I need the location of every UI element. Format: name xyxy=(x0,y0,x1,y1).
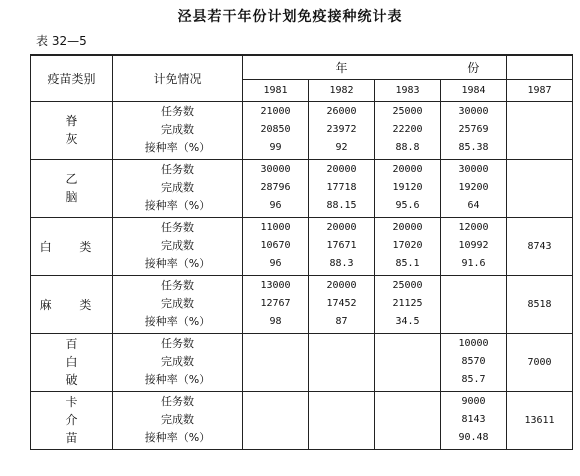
data-value: 28796 xyxy=(260,182,291,193)
indicator-label: 完成数 xyxy=(161,413,194,426)
data-cell xyxy=(375,161,440,215)
data-value: 23972 xyxy=(326,124,357,135)
data-value: 17718 xyxy=(326,182,357,193)
indicator-label: 完成数 xyxy=(161,123,194,136)
data-cell-1987 xyxy=(507,159,573,217)
data-value: 20000 xyxy=(326,280,357,291)
table-row-group xyxy=(31,275,573,333)
data-value: 96 xyxy=(269,200,282,211)
header-year-char: 年 xyxy=(309,55,375,79)
data-value: 20850 xyxy=(260,124,291,135)
data-value: 30000 xyxy=(260,164,291,175)
data-value: 25769 xyxy=(458,124,489,135)
data-value xyxy=(309,429,374,447)
table-caption: 表 32—5 xyxy=(36,34,87,48)
data-value: 9000 xyxy=(461,396,486,407)
data-value: 20000 xyxy=(392,164,423,175)
indicator-label: 接种率（%） xyxy=(144,315,211,328)
data-value xyxy=(243,393,308,411)
indicator-label: 接种率（%） xyxy=(144,431,211,444)
indicator-label: 任务数 xyxy=(161,337,194,350)
data-cell xyxy=(375,335,440,389)
data-cell xyxy=(243,393,308,447)
data-value xyxy=(441,277,506,295)
data-cell xyxy=(243,335,308,389)
data-value: 85.1 xyxy=(395,258,420,269)
indicator-label: 任务数 xyxy=(161,221,194,234)
data-value: 87 xyxy=(335,316,348,327)
data-cell xyxy=(375,219,440,273)
data-cell-1987: 8743 xyxy=(507,217,573,275)
indicator-label: 接种率（%） xyxy=(144,257,211,270)
data-value xyxy=(309,353,374,371)
data-value xyxy=(375,353,440,371)
data-value: 95.6 xyxy=(395,200,420,211)
data-value xyxy=(375,411,440,429)
data-value: 98 xyxy=(269,316,282,327)
data-value: 20000 xyxy=(326,222,357,233)
indicator-label: 接种率（%） xyxy=(144,373,211,386)
data-cell-1987: 7000 xyxy=(507,333,573,391)
data-value: 10000 xyxy=(458,338,489,349)
data-value xyxy=(243,353,308,371)
indicator-list xyxy=(113,103,242,157)
data-value xyxy=(243,411,308,429)
data-value xyxy=(375,429,440,447)
data-value: 20000 xyxy=(326,164,357,175)
immunization-table xyxy=(30,54,573,450)
data-value: 22200 xyxy=(392,124,423,135)
data-value: 64 xyxy=(467,200,480,211)
table-row-group xyxy=(31,159,573,217)
data-value xyxy=(441,313,506,331)
header-blank-3 xyxy=(507,55,573,79)
indicator-label: 任务数 xyxy=(161,105,194,118)
data-value: 12767 xyxy=(260,298,291,309)
data-cell xyxy=(243,161,308,215)
data-value: 21000 xyxy=(260,106,291,117)
data-value xyxy=(243,335,308,353)
data-value: 10670 xyxy=(260,240,291,251)
header-category: 疫苗类别 xyxy=(31,55,113,101)
year-1983: 1983 xyxy=(375,79,441,101)
data-cell xyxy=(309,393,374,447)
data-value: 8570 xyxy=(461,356,486,367)
indicator-label: 完成数 xyxy=(161,355,194,368)
indicator-label: 接种率（%） xyxy=(144,199,211,212)
data-value: 12000 xyxy=(458,222,489,233)
table-row-group xyxy=(31,333,573,391)
data-value: 10992 xyxy=(458,240,489,251)
indicator-list xyxy=(113,161,242,215)
data-value xyxy=(309,335,374,353)
data-value: 96 xyxy=(269,258,282,269)
header-fen-char: 份 xyxy=(441,55,507,79)
data-cell xyxy=(441,103,506,157)
indicator-label: 完成数 xyxy=(161,239,194,252)
data-value xyxy=(309,393,374,411)
data-value: 26000 xyxy=(326,106,357,117)
data-cell xyxy=(309,335,374,389)
indicator-list xyxy=(113,219,242,273)
data-value: 88.15 xyxy=(326,200,357,211)
data-cell xyxy=(309,103,374,157)
data-value: 91.6 xyxy=(461,258,486,269)
data-value: 21125 xyxy=(392,298,423,309)
data-cell xyxy=(441,277,506,331)
data-cell xyxy=(243,277,308,331)
data-value xyxy=(375,371,440,389)
vaccine-label: 乙 脑 xyxy=(65,172,78,204)
data-value xyxy=(375,335,440,353)
data-value xyxy=(309,411,374,429)
data-value: 88.8 xyxy=(395,142,420,153)
indicator-list xyxy=(113,393,242,447)
header-blank-2 xyxy=(375,55,441,79)
data-value: 19200 xyxy=(458,182,489,193)
data-cell xyxy=(309,161,374,215)
data-value xyxy=(243,371,308,389)
header-situation: 计免情况 xyxy=(113,55,243,101)
data-cell xyxy=(309,277,374,331)
data-value: 90.48 xyxy=(458,432,489,443)
data-value: 92 xyxy=(335,142,348,153)
table-row-group xyxy=(31,101,573,159)
indicator-label: 接种率（%） xyxy=(144,141,211,154)
data-cell xyxy=(375,103,440,157)
data-value: 30000 xyxy=(458,164,489,175)
table-row-group xyxy=(31,217,573,275)
data-value xyxy=(375,393,440,411)
indicator-label: 任务数 xyxy=(161,395,194,408)
data-value: 34.5 xyxy=(395,316,420,327)
data-value xyxy=(441,295,506,313)
data-cell xyxy=(441,335,506,389)
indicator-label: 任务数 xyxy=(161,163,194,176)
indicator-list xyxy=(113,335,242,389)
indicator-label: 完成数 xyxy=(161,297,194,310)
data-value: 88.3 xyxy=(329,258,354,269)
indicator-label: 任务数 xyxy=(161,279,194,292)
indicator-list xyxy=(113,277,242,331)
vaccine-label: 脊 灰 xyxy=(65,114,78,146)
vaccine-label: 麻 类 xyxy=(31,275,113,333)
data-value: 30000 xyxy=(458,106,489,117)
data-value: 85.7 xyxy=(461,374,486,385)
year-1981: 1981 xyxy=(243,79,309,101)
year-1987: 1987 xyxy=(507,79,573,101)
data-cell xyxy=(375,393,440,447)
data-cell xyxy=(243,219,308,273)
year-1984: 1984 xyxy=(441,79,507,101)
table-title: 泾县若干年份计划免疫接种统计表 xyxy=(177,9,403,25)
year-1982: 1982 xyxy=(309,79,375,101)
vaccine-label: 百 白 破 xyxy=(65,337,78,387)
data-cell xyxy=(441,161,506,215)
data-cell xyxy=(375,277,440,331)
data-value: 20000 xyxy=(392,222,423,233)
data-cell-1987: 8518 xyxy=(507,275,573,333)
data-value: 17020 xyxy=(392,240,423,251)
data-value: 13000 xyxy=(260,280,291,291)
data-value xyxy=(243,429,308,447)
indicator-label: 完成数 xyxy=(161,181,194,194)
data-value: 19120 xyxy=(392,182,423,193)
data-value: 25000 xyxy=(392,106,423,117)
data-cell xyxy=(441,393,506,447)
data-value: 8143 xyxy=(461,414,486,425)
header-blank-1 xyxy=(243,55,309,79)
data-cell xyxy=(441,219,506,273)
data-value: 99 xyxy=(269,142,282,153)
data-value: 11000 xyxy=(260,222,291,233)
data-cell-1987 xyxy=(507,101,573,159)
table-row-group xyxy=(31,391,573,449)
data-cell xyxy=(309,219,374,273)
data-value: 17671 xyxy=(326,240,357,251)
data-value xyxy=(309,371,374,389)
vaccine-label: 白 类 xyxy=(31,217,113,275)
data-value: 17452 xyxy=(326,298,357,309)
vaccine-label: 卡 介 苗 xyxy=(65,395,78,445)
data-value: 85.38 xyxy=(458,142,489,153)
data-value: 25000 xyxy=(392,280,423,291)
data-cell xyxy=(243,103,308,157)
data-cell-1987: 13611 xyxy=(507,391,573,449)
